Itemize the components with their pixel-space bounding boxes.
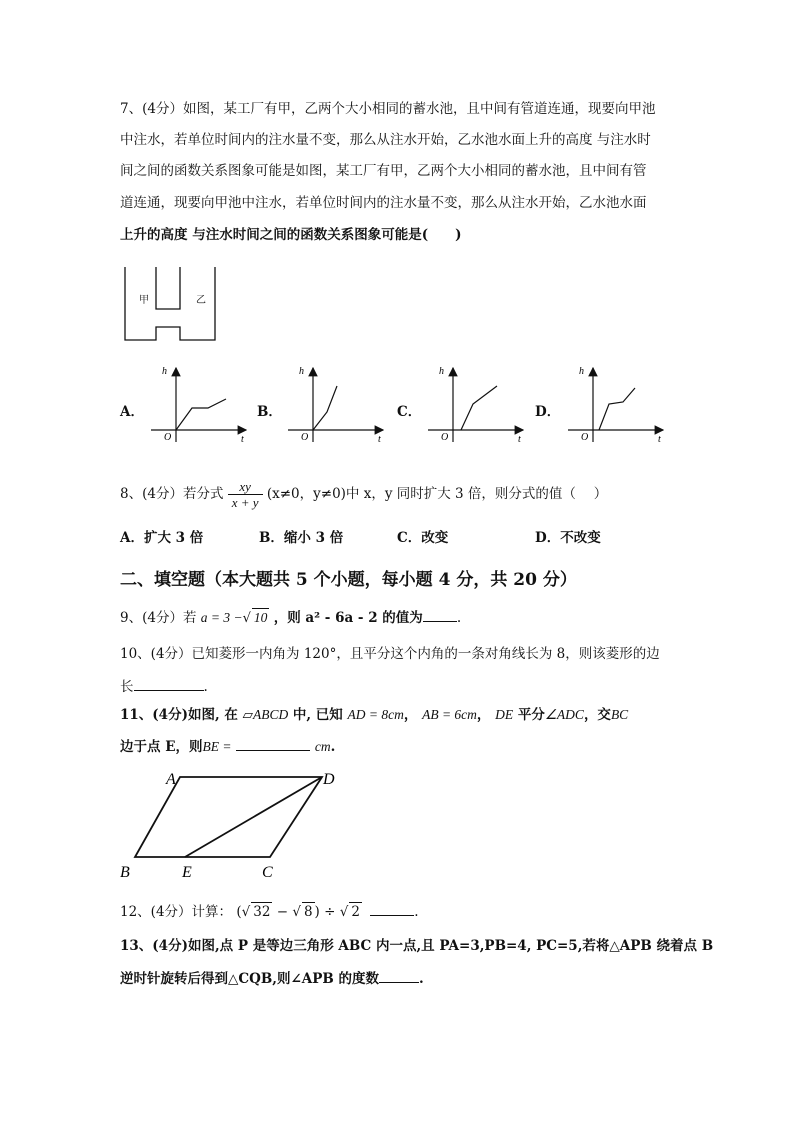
graph-a-t-label: t	[241, 434, 244, 445]
q7-option-c-label: C．	[397, 404, 422, 420]
graph-d-curve	[599, 388, 635, 430]
q11-answer-blank[interactable]	[236, 737, 310, 751]
q9-line: 9、(4分）若 a = 3 −√ 10 ，则 a² - 6a - 2 的值为 .	[120, 610, 462, 626]
q9-formula-a: a = 3 −	[200, 610, 243, 625]
label-d: D	[323, 771, 335, 788]
q7-line-2: 中注水，若单位时间内的注水量不变，那么从注水开始，乙水池水面上升的高度 与注水时	[120, 132, 651, 148]
q7-option-b-label: B．	[257, 404, 282, 420]
q11-part-1: 11、(4分)如图, 在	[120, 707, 238, 723]
graph-option-a	[148, 362, 258, 447]
q12-minus: −	[272, 904, 293, 920]
graph-c-h-label: h	[439, 366, 444, 377]
label-e: E	[182, 864, 192, 881]
q8-option-a: A．扩大 3 倍	[120, 530, 204, 546]
graph-a-origin: O	[164, 432, 172, 443]
q10-answer-blank[interactable]	[134, 677, 204, 691]
q11-unit: cm	[314, 739, 331, 754]
q11-ab-length: AB = 6cm	[422, 707, 477, 722]
q11-ad-length: AD = 8cm	[347, 707, 404, 722]
graph-c-t-label: t	[518, 434, 521, 445]
parallelogram-figure	[110, 765, 350, 885]
q12-open-paren: (	[236, 904, 242, 920]
q11-line-2	[120, 737, 335, 756]
q8-option-d: D．不改变	[535, 530, 601, 546]
graph-a-h-label: h	[162, 366, 167, 377]
pool-figure	[118, 265, 223, 345]
q10-line-2-text: 长	[120, 679, 134, 695]
graph-d-h-label: h	[579, 366, 584, 377]
pool-left-label: 甲	[139, 295, 149, 306]
q12-prefix: 12、(4分）计算：	[120, 904, 233, 920]
graph-option-c	[425, 362, 535, 447]
q13-line-1: 13、(4分)如图,点 P 是等边三角形 ABC 内一点,且 PA=3,PB=4, PC=5,若将△APB 绕着点 B	[120, 938, 714, 954]
q8-option-b: B．缩小 3 倍	[259, 530, 344, 546]
q8-prefix: 8、(4分）若分式	[120, 486, 224, 502]
label-c: C	[262, 864, 273, 881]
graph-c-curve	[461, 386, 497, 430]
graph-option-b	[285, 362, 395, 447]
section-2-heading: 二、填空题（本大题共 5 个小题，每小题 4 分，共 20 分）	[120, 570, 577, 590]
q9-prefix: 9、(4分）若	[120, 610, 197, 626]
q9-formula-root: 10	[253, 610, 268, 625]
q12-close-divide: ) ÷	[314, 904, 336, 920]
q10-end: .	[203, 679, 208, 695]
q11-line-2a: 边于点 E，则	[120, 739, 203, 755]
q8-line	[120, 478, 607, 510]
q8-frac-numerator: xy	[228, 479, 263, 495]
q13-line-2-text: 逆时针旋转后得到△CQB,则∠APB 的度数	[120, 971, 380, 987]
q12-line: 12、(4分）计算： (√ 32 − √ 8 ) ÷ √ 2 .	[120, 904, 419, 920]
q11-end: .	[330, 739, 336, 755]
q8-option-c: C．改变	[397, 530, 449, 546]
q11-bisects: 平分	[517, 707, 545, 723]
graph-d-t-label: t	[658, 434, 661, 445]
q10-line-2	[120, 677, 208, 696]
q7-option-a-label: A．	[120, 404, 144, 420]
q8-frac-denominator: x + y	[231, 495, 259, 510]
graph-c-origin: O	[441, 432, 449, 443]
q12-root-2: 2	[351, 904, 360, 920]
q7-line-4: 道连通，现要向甲池中注水，若单位时间内的注水量不变，那么从注水开始，乙水池水面	[120, 195, 647, 211]
q11-intersect: ，交	[583, 707, 611, 723]
graph-b-curve	[313, 386, 337, 430]
segment-de	[185, 777, 322, 857]
q8-fraction	[228, 479, 263, 510]
q12-answer-blank[interactable]	[370, 902, 414, 916]
q7-line-1: 7、(4分）如图，某工厂有甲，乙两个大小相同的蓄水池，且中间有管道连通，现要向甲池	[120, 101, 656, 117]
q11-angle-adc: ∠ADC	[544, 707, 584, 722]
q9-suffix: ，则 a² - 6a - 2 的值为	[273, 610, 423, 626]
q12-root-32: 32	[253, 904, 271, 920]
graph-a-curve	[176, 399, 226, 430]
q10-line-1: 10、(4分）已知菱形一内角为 120°，且平分这个内角的一条对角线长为 8，则该菱形的边	[120, 646, 660, 662]
q13-answer-blank[interactable]	[379, 969, 419, 983]
q11-parallelogram-name: ABCD	[252, 707, 289, 722]
q11-part-3: 中, 已知	[292, 707, 343, 723]
q7-line-5: 上升的高度 与注水时间之间的函数关系图象可能是( )	[120, 227, 462, 243]
q11-be: BE =	[202, 739, 232, 754]
parallelogram-abcd	[135, 777, 322, 857]
q9-end: .	[456, 610, 462, 626]
q11-comma-1: ，	[403, 707, 418, 723]
graph-b-t-label: t	[378, 434, 381, 445]
q8-suffix: (x≠0，y≠0)中 x，y 同时扩大 3 倍，则分式的值（ ）	[266, 486, 608, 502]
q7-option-d-label: D．	[535, 404, 561, 420]
q13-end: .	[419, 971, 424, 987]
q13-line-2	[120, 969, 424, 988]
q12-root-8: 8	[303, 904, 313, 920]
graph-b-h-label: h	[299, 366, 304, 377]
pool-right-label: 乙	[196, 295, 206, 306]
q11-de: DE	[495, 707, 514, 722]
q7-line-3: 间之间的函数关系图象可能是如图，某工厂有甲，乙两个大小相同的蓄水池，且中间有管	[120, 163, 647, 179]
label-b: B	[120, 864, 130, 881]
graph-b-origin: O	[301, 432, 309, 443]
label-a: A	[166, 771, 176, 788]
q11-bc: BC	[610, 707, 629, 722]
q12-end: .	[414, 904, 419, 920]
graph-option-d	[565, 362, 675, 447]
q11-line-1: 11、(4分)如图, 在 ▱ABCD 中, 已知 AD = 8cm， AB = 6cm， DE 平分∠ADC，交BC	[120, 707, 629, 723]
q11-comma-2: ，	[476, 707, 491, 723]
graph-d-origin: O	[581, 432, 589, 443]
q9-answer-blank[interactable]	[423, 608, 457, 622]
